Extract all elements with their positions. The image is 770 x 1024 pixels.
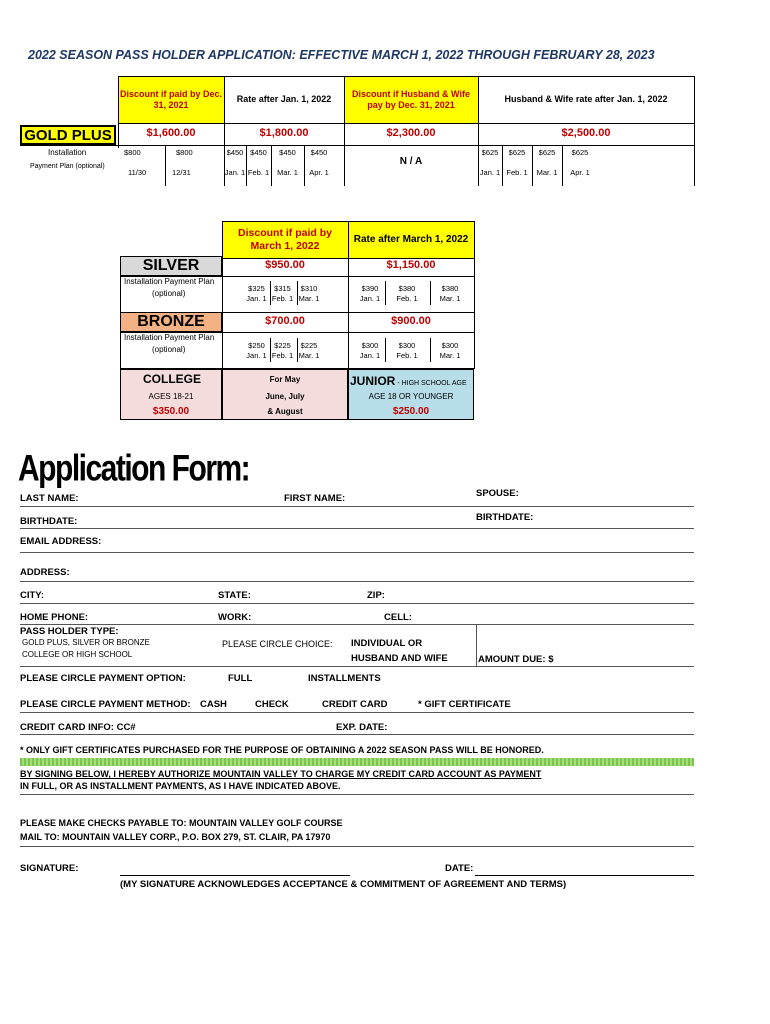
silver-plan-label: Installation Payment Plan: [124, 277, 215, 286]
cc-info-label: CREDIT CARD INFO: CC#: [20, 722, 136, 733]
silver-b-date-1: Jan. 1: [359, 294, 381, 303]
college-label: COLLEGE: [143, 372, 202, 386]
gold-col4-amt-2: $625: [508, 148, 526, 157]
silver-b-amt-2: $380: [398, 284, 416, 293]
bronze-b-date-3: Mar. 1: [439, 351, 461, 360]
credit-card-option[interactable]: CREDIT CARD: [322, 699, 388, 710]
spouse-birthdate-label: BIRTHDATE:: [476, 512, 534, 523]
city-line[interactable]: [20, 603, 694, 604]
gold-col4-date-3: Mar. 1: [536, 168, 558, 177]
page-title: 2022 SEASON PASS HOLDER APPLICATION: EFFECTIVE MARCH 1, 2022 THROUGH FEBRUARY 28, 2023: [28, 48, 655, 62]
months-line-3: & August: [267, 407, 303, 416]
gold-col2-date-4: Apr. 1: [309, 168, 329, 177]
bronze-b-amt-2: $300: [398, 341, 416, 350]
cc-line[interactable]: [20, 734, 694, 735]
silver-a-dates: [243, 294, 323, 303]
city-label: CITY:: [20, 590, 45, 601]
pass-type-opt-1: GOLD PLUS, SILVER OR BRONZE: [22, 638, 150, 647]
individual-option[interactable]: INDIVIDUAL OR: [351, 638, 423, 649]
gold-header-hw-rate: Husband & Wife rate after Jan. 1, 2022: [478, 77, 694, 123]
silver-a-amt-1: $325: [248, 284, 265, 293]
gold-col4-amt-4: $625: [571, 148, 589, 157]
months-line-2: June, July: [265, 392, 305, 401]
gold-price-3: $2,300.00: [386, 127, 436, 139]
silver-price-rate: $1,150.00: [386, 259, 436, 271]
silver-label: SILVER: [120, 256, 222, 276]
junior-ages: AGE 18 OR YOUNGER: [368, 392, 454, 401]
gold-col2-amt-4: $450: [310, 148, 328, 157]
bronze-plan-label: Installation Payment Plan: [124, 333, 215, 342]
last-name-label: LAST NAME:: [20, 493, 79, 504]
bronze-b-date-1: Jan. 1: [359, 351, 381, 360]
silver-a-amt-2: $315: [274, 284, 291, 293]
mail-to: MAIL TO: MOUNTAIN VALLEY CORP., P.O. BOX 279, ST. CLAIR, PA 17970: [20, 832, 331, 842]
husband-wife-option[interactable]: HUSBAND AND WIFE: [351, 653, 448, 664]
bronze-a-amt-2: $225: [274, 341, 291, 350]
checks-payable: PLEASE MAKE CHECKS PAYABLE TO: MOUNTAIN VALLEY GOLF COURSE: [20, 818, 343, 828]
gold-installation-label: Installation: [48, 148, 87, 157]
full-option[interactable]: FULL: [228, 673, 253, 684]
bronze-optional: (optional): [152, 345, 186, 354]
cell-label: CELL:: [384, 612, 412, 623]
bronze-price-rate: $900.00: [391, 315, 431, 327]
gold-hw-discount-na: N / A: [399, 156, 423, 167]
gold-col4-date-4: Apr. 1: [570, 168, 590, 177]
cash-option[interactable]: CASH: [200, 699, 227, 710]
form-heading: Application Form:: [18, 448, 250, 490]
bronze-a-dates: [243, 351, 323, 360]
birthdate-label: BIRTHDATE:: [20, 516, 78, 527]
bronze-label: BRONZE: [120, 312, 222, 332]
bronze-a-amounts: [243, 341, 323, 350]
auth-line-2: IN FULL, OR AS INSTALLMENT PAYMENTS, AS I HAVE INDICATED ABOVE.: [20, 781, 341, 791]
bronze-a-date-3: Mar. 1: [298, 351, 320, 360]
email-label: EMAIL ADDRESS:: [20, 536, 102, 547]
bronze-a-amt-1: $250: [248, 341, 265, 350]
date-line[interactable]: [475, 875, 694, 876]
silver-b-date-3: Mar. 1: [439, 294, 461, 303]
home-phone-label: HOME PHONE:: [20, 612, 89, 623]
silver-a-date-3: Mar. 1: [298, 294, 320, 303]
signature-label: SIGNATURE:: [20, 863, 79, 874]
gold-col2-amt-2: $450: [250, 148, 267, 157]
bronze-b-amt-1: $300: [361, 341, 379, 350]
mid-header-rate: Rate after March 1, 2022: [348, 222, 474, 258]
silver-b-amt-1: $390: [361, 284, 379, 293]
spouse-label: SPOUSE:: [476, 488, 519, 499]
junior-sub: - HIGH SCHOOL AGE: [395, 380, 467, 387]
bronze-b-dates: [356, 351, 470, 360]
gold-col2-date-3: Mar. 1: [277, 168, 298, 177]
gold-col4-amounts: [478, 148, 598, 157]
circle-choice-label: PLEASE CIRCLE CHOICE:: [222, 639, 333, 649]
email-line[interactable]: [20, 552, 694, 553]
gold-header-rate: Rate after Jan. 1, 2022: [224, 77, 344, 123]
silver-a-amounts: [243, 284, 323, 293]
first-name-label: FIRST NAME:: [284, 493, 346, 504]
gold-col2-amt-1: $450: [226, 148, 244, 157]
payment-method-label: PLEASE CIRCLE PAYMENT METHOD:: [20, 699, 191, 710]
gold-col4-amt-1: $625: [481, 148, 499, 157]
junior-title: [350, 372, 467, 390]
junior-price: $250.00: [392, 406, 430, 417]
auth-line-1: BY SIGNING BELOW, I HEREBY AUTHORIZE MOUNTAIN VALLEY TO CHARGE MY CREDIT CARD ACCOUNT AS PAYMENT: [20, 769, 542, 779]
bronze-b-date-2: Feb. 1: [396, 351, 418, 360]
silver-price-discount: $950.00: [265, 259, 305, 271]
payment-method-line: [20, 712, 694, 713]
bronze-a-date-1: Jan. 1: [246, 351, 267, 360]
gift-note: * ONLY GIFT CERTIFICATES PURCHASED FOR THE PURPOSE OF OBTAINING A 2022 SEASON PASS WILL BE HONORED.: [20, 745, 544, 755]
bronze-price-discount: $700.00: [265, 315, 305, 327]
mail-line: [20, 846, 694, 847]
junior-label: JUNIOR: [350, 374, 396, 388]
date-label: DATE:: [445, 863, 474, 874]
signature-line[interactable]: [120, 875, 350, 876]
gold-col2-amt-3: $450: [279, 148, 296, 157]
gift-certificate-option[interactable]: * GIFT CERTIFICATE: [418, 699, 511, 710]
gold-col2-date-1: Jan. 1: [224, 168, 246, 177]
gold-col4-amt-3: $625: [538, 148, 556, 157]
gold-plus-label: GOLD PLUS: [20, 125, 116, 145]
pass-type-line[interactable]: [20, 666, 694, 667]
silver-optional: (optional): [152, 289, 186, 298]
silver-b-amounts: [356, 284, 470, 293]
gold-header-discount: Discount if paid by Dec. 31, 2021: [118, 77, 224, 123]
gold-col2-amounts: [224, 148, 344, 157]
payment-option-label: PLEASE CIRCLE PAYMENT OPTION:: [20, 673, 186, 684]
gold-price-1: $1,600.00: [146, 127, 196, 139]
bronze-b-amounts: [356, 341, 470, 350]
name-line[interactable]: [20, 506, 694, 507]
gold-col1-date-2: 12/31: [172, 168, 191, 177]
gold-col2-dates: [224, 168, 344, 177]
gold-col1-date-1: 11/30: [128, 168, 147, 177]
work-label: WORK:: [218, 612, 252, 623]
pass-type-opt-2: COLLEGE OR HIGH SCHOOL: [22, 650, 133, 659]
green-divider: [20, 758, 694, 766]
mid-header-discount: Discount if paid by March 1, 2022: [222, 222, 348, 258]
signature-acknowledgement: (MY SIGNATURE ACKNOWLEDGES ACCEPTANCE & COMMITMENT OF AGREEMENT AND TERMS): [120, 879, 567, 890]
phone-line[interactable]: [20, 624, 694, 625]
check-option[interactable]: CHECK: [255, 699, 289, 710]
bronze-a-date-2: Feb. 1: [271, 351, 294, 360]
exp-date-label: EXP. DATE:: [336, 722, 388, 733]
gold-price-2: $1,800.00: [259, 127, 309, 139]
auth-line: [20, 794, 694, 795]
months-line-1: For May: [269, 375, 301, 384]
college-ages: AGES 18-21: [148, 392, 194, 401]
silver-a-date-2: Feb. 1: [271, 294, 294, 303]
gold-col1-amt-2: $800: [176, 148, 193, 157]
bronze-b-amt-3: $300: [441, 341, 459, 350]
address-line[interactable]: [20, 581, 694, 582]
state-label: STATE:: [218, 590, 251, 601]
pass-type-label: PASS HOLDER TYPE:: [20, 626, 119, 637]
gold-col1-amt-1: $800: [124, 148, 141, 157]
gold-price-4: $2,500.00: [561, 127, 611, 139]
installments-option[interactable]: INSTALLMENTS: [308, 673, 381, 684]
silver-a-date-1: Jan. 1: [246, 294, 267, 303]
silver-b-date-2: Feb. 1: [396, 294, 418, 303]
gold-col4-date-1: Jan. 1: [479, 168, 501, 177]
gold-header-hw-discount: Discount if Husband & Wife pay by Dec. 31, 2021: [344, 77, 478, 123]
bronze-a-amt-3: $225: [300, 341, 318, 350]
address-label: ADDRESS:: [20, 567, 70, 578]
silver-b-amt-3: $380: [441, 284, 459, 293]
gold-col4-dates: [478, 168, 598, 177]
college-price: $350.00: [152, 406, 190, 417]
amount-due-label: AMOUNT DUE: $: [478, 654, 554, 665]
birthdate-line[interactable]: [20, 528, 694, 529]
zip-label: ZIP:: [367, 590, 385, 601]
gold-payment-plan-label: Payment Plan (optional): [30, 163, 105, 170]
gold-col2-date-2: Feb. 1: [247, 168, 270, 177]
gold-col4-date-2: Feb. 1: [506, 168, 528, 177]
silver-a-amt-3: $310: [300, 284, 318, 293]
silver-b-dates: [356, 294, 470, 303]
